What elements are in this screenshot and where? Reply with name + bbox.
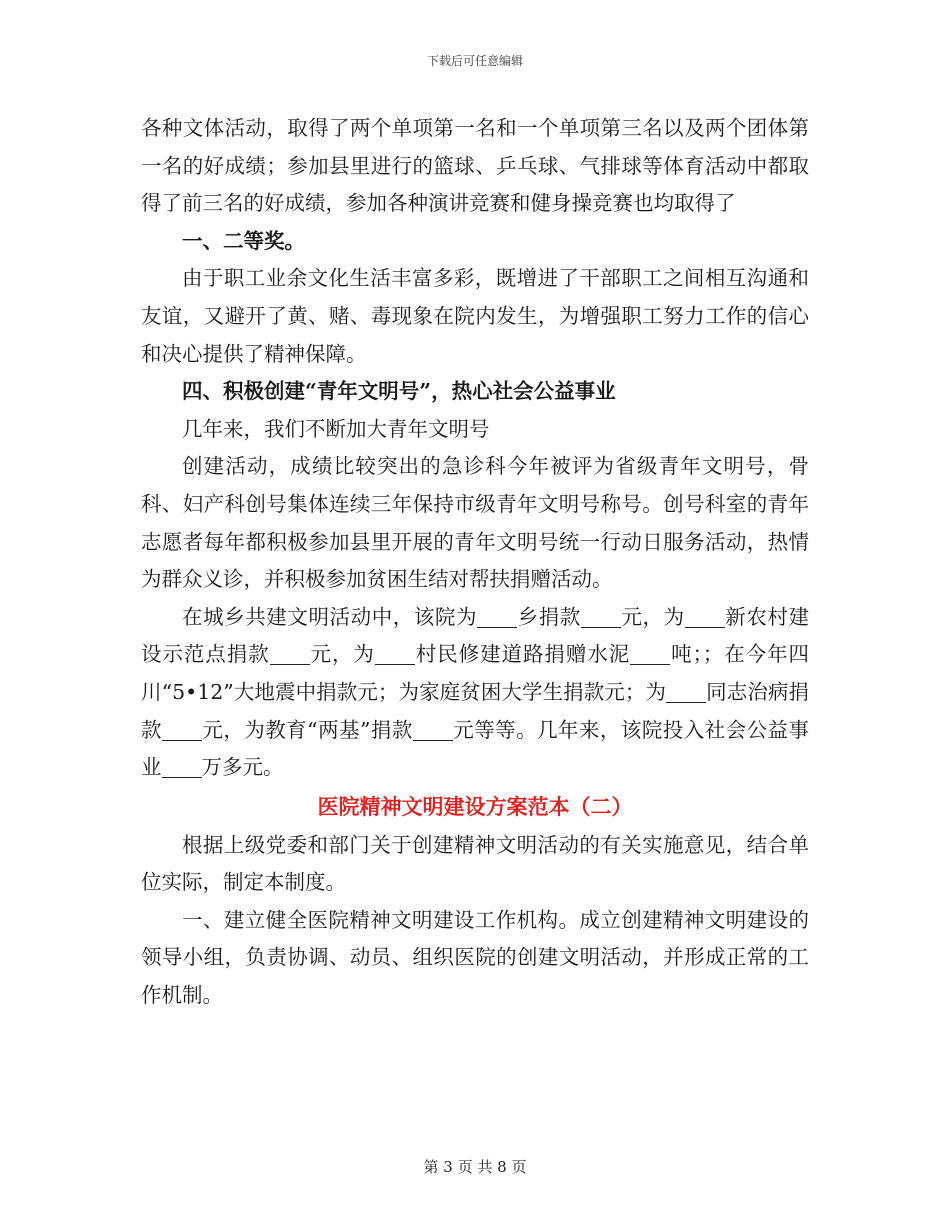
p5-text-6: 村民修建道路捐赠水泥 — [414, 642, 631, 667]
p5-text-4: 新农村建设示范点捐款 — [141, 604, 810, 667]
p5-text-9: 元，为教育“两基”捐款 — [201, 717, 413, 742]
p5-text-10: 元等等。几年来，该院投入社会公益事业 — [141, 717, 809, 780]
p5-text-3: 元，为 — [620, 604, 685, 629]
p5-text-1: 在城乡共建文明活动中，该院为 — [182, 604, 478, 629]
paragraph-3: 几年来，我们不断加大青年文明号 — [182, 416, 490, 441]
p5-text-5: 元，为 — [309, 642, 375, 667]
fill-blank — [477, 606, 517, 628]
paragraph-1: 各种文体活动，取得了两个单项第一名和一个单项第三名以及两个团体第一名的好成绩；参加县里进行的篮球、乒乓球、气排球等体育活动中都取得了前三名的好成绩，参加各种演讲竞赛和健身操竞赛也均取得了 — [141, 116, 809, 216]
fill-blank — [666, 681, 706, 703]
paragraph-2: 由于职工业余文化生活丰富多彩，既增进了干部职工之间相互沟通和友谊，又避开了黄、赌、毒现象在院内发生，为增强职工努力工作的信心和决心提供了精神保障。 — [141, 266, 809, 366]
page-header-note: 下载后可任意编辑 — [426, 54, 523, 68]
section-heading-4: 四、积极创建“青年文明号”，热心社会公益事业 — [182, 379, 616, 404]
fill-blank — [375, 644, 415, 666]
fill-blank — [162, 757, 202, 779]
fill-blank — [270, 644, 310, 666]
page-number-footer: 第 3 页 共 8 页 — [423, 1158, 527, 1176]
p5-text-2: 乡捐款 — [517, 604, 581, 629]
fill-blank — [630, 644, 670, 666]
p5-text-8: 同志治病捐款 — [141, 679, 810, 742]
section-title-red: 医院精神文明建设方案范本（二） — [317, 793, 633, 819]
paragraph-5 — [141, 599, 809, 787]
fill-blank — [413, 719, 453, 741]
fill-blank — [685, 606, 725, 628]
p5-text-11: 万多元。 — [201, 755, 284, 780]
paragraph-4: 创建活动，成绩比较突出的急诊科今年被评为省级青年文明号，骨科、妇产科创号集体连续三年保持市级青年文明号称号。创号科室的青年志愿者每年都积极参加县里开展的青年文明号统一行动日服务活动，热情为群众义诊，并积极参加贫困生结对帮扶捐赠活动。 — [141, 454, 809, 592]
fill-blank — [162, 719, 202, 741]
heading-award: 一、二等奖。 — [182, 228, 305, 253]
paragraph-7: 一、建立健全医院精神文明建设工作机构。成立创建精神文明建设的领导小组，负责协调、动员、组织医院的创建文明活动，并形成正常的工作机制。 — [141, 907, 809, 1008]
fill-blank — [581, 606, 621, 628]
document-body — [141, 110, 809, 1015]
paragraph-6: 根据上级党委和部门关于创建精神文明活动的有关实施意见，结合单位实际，制定本制度。 — [141, 832, 809, 895]
p5-text-7: 吨；；在今年四川“5•12”大地震中捐款元；为家庭贫困大学生捐款元；为 — [141, 642, 810, 704]
